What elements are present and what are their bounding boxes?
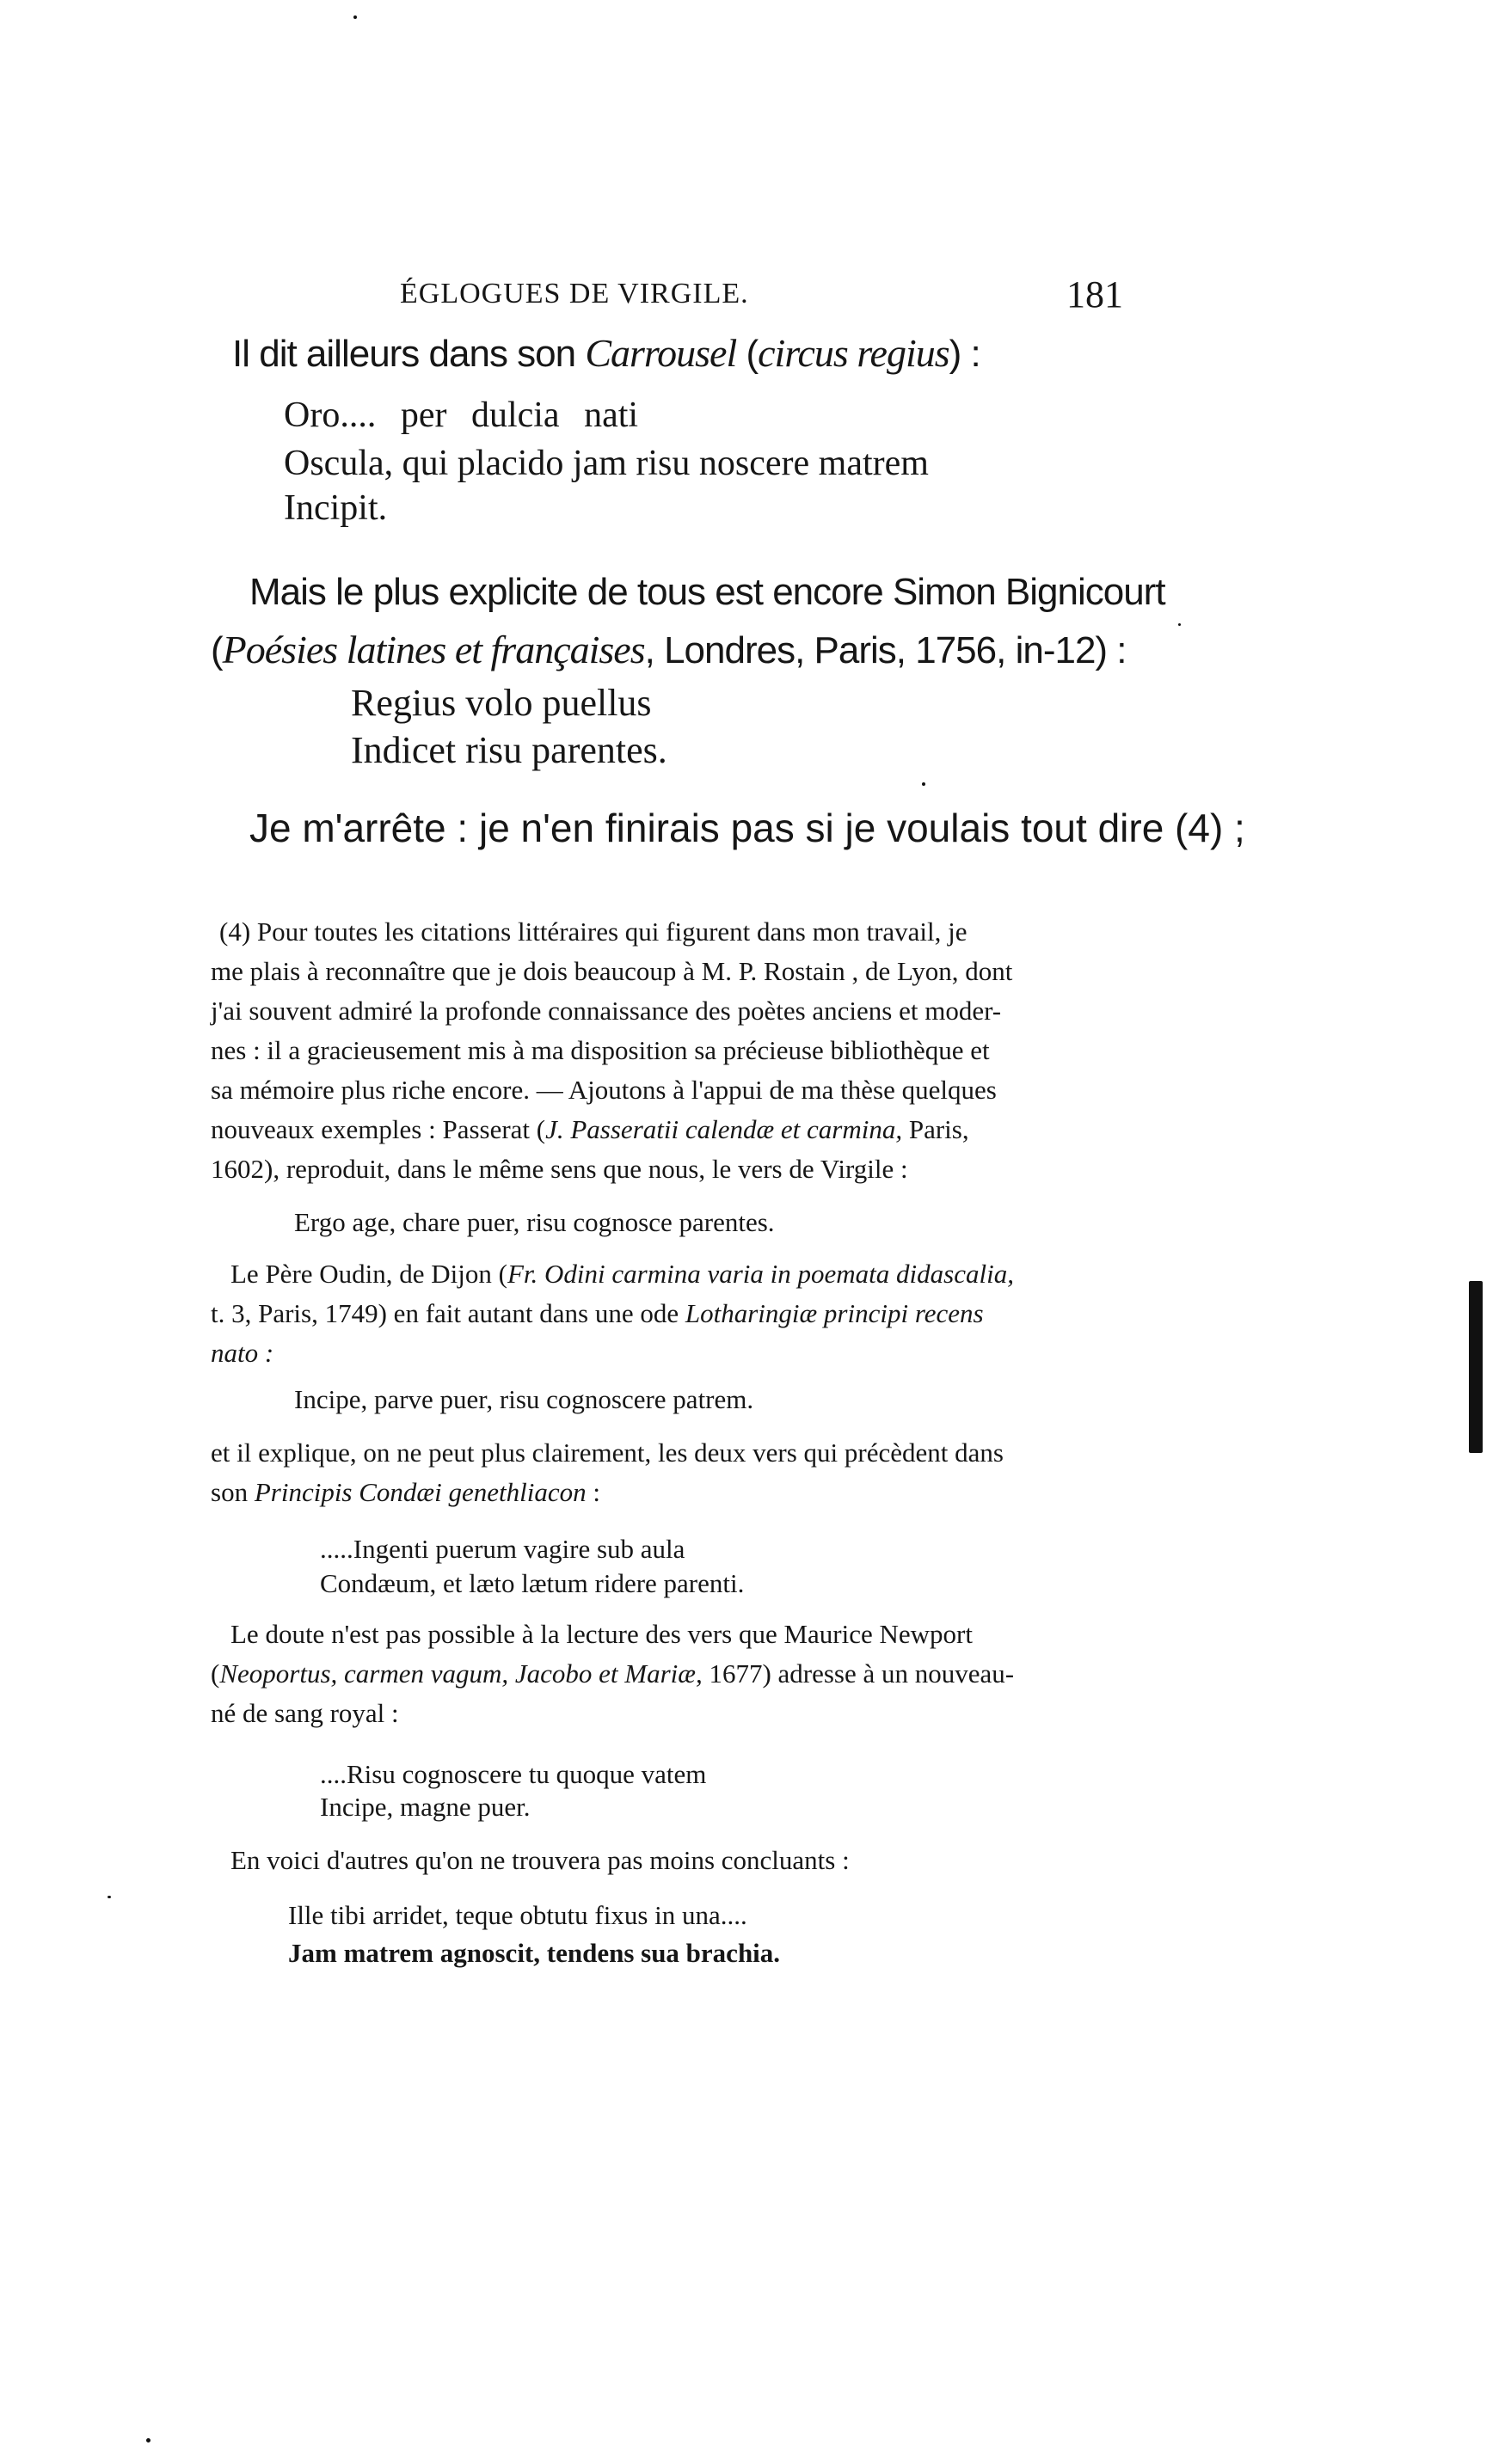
footnote-line: nes : il a gracieusement mis à ma disposition sa précieuse bibliothèque et xyxy=(211,1035,990,1065)
footnote-line: En voici d'autres qu'on ne trouvera pas moins concluants : xyxy=(230,1845,850,1875)
footnote-line: (Neoportus, carmen vagum, Jacobo et Mariæ, 1677) adresse à un nouveau- xyxy=(211,1658,1015,1689)
verse-line: Ergo age, chare puer, risu cognosce parentes. xyxy=(294,1207,775,1237)
scan-speck xyxy=(353,15,357,19)
body-line: (Poésies latines et françaises, Londres, Paris, 1756, in-12) : xyxy=(211,628,1127,671)
footnote-line: 1602), reproduit, dans le même sens que nous, le vers de Virgile : xyxy=(211,1154,908,1184)
verse-line: Ille tibi arridet, teque obtutu fixus in una.... xyxy=(288,1900,747,1930)
verse-line: Jam matrem agnoscit, tendens sua brachia. xyxy=(288,1938,781,1968)
footnote-line: me plais à reconnaître que je dois beaucoup à M. P. Rostain , de Lyon, dont xyxy=(211,956,1013,986)
scan-speck xyxy=(108,1896,111,1898)
verse-line: Regius volo puellus xyxy=(351,682,652,724)
footnote-line: j'ai souvent admiré la profonde connaissance des poètes anciens et moder- xyxy=(211,996,1002,1026)
footnote-line: né de sang royal : xyxy=(211,1698,399,1728)
verse-line: Incipit. xyxy=(284,488,388,528)
body-line: Je m'arrête : je n'en finirais pas si je voulais tout dire (4) ; xyxy=(249,806,1245,850)
scan-margin-bar xyxy=(1469,1281,1483,1453)
scan-speck xyxy=(146,2438,150,2443)
scan-speck xyxy=(1178,623,1181,626)
verse-line: Indicet risu parentes. xyxy=(351,729,667,771)
footnote-line: t. 3, Paris, 1749) en fait autant dans une ode Lotharingiæ principi recens xyxy=(211,1298,984,1328)
footnote-line: et il explique, on ne peut plus clairement, les deux vers qui précèdent dans xyxy=(211,1437,1004,1468)
verse-line: .....Ingenti puerum vagire sub aula xyxy=(320,1534,685,1564)
body-line: Il dit ailleurs dans son Carrousel (circus regius) : xyxy=(232,331,980,375)
body-line: Mais le plus explicite de tous est encore Simon Bignicourt xyxy=(249,571,1165,613)
footnote-line: Le Père Oudin, de Dijon (Fr. Odini carmina varia in poemata didascalia, xyxy=(230,1259,1014,1289)
verse-line: ....Risu cognoscere tu quoque vatem xyxy=(320,1759,707,1789)
verse-line: Oro.... per dulcia nati xyxy=(284,395,639,435)
scan-speck xyxy=(922,782,925,786)
page-number: 181 xyxy=(1066,273,1123,316)
verse-line: Incipe, magne puer. xyxy=(320,1792,531,1822)
verse-line: Oscula, qui placido jam risu noscere matrem xyxy=(284,444,929,483)
footnote-line: Le doute n'est pas possible à la lecture des vers que Maurice Newport xyxy=(230,1619,973,1649)
footnote-line: (4) Pour toutes les citations littéraires qui figurent dans mon travail, je xyxy=(219,916,968,947)
verse-line: Incipe, parve puer, risu cognoscere patrem. xyxy=(294,1384,754,1414)
footnote-line: nouveaux exemples : Passerat (J. Passeratii calendæ et carmina, Paris, xyxy=(211,1114,969,1144)
footnote-line: son Principis Condæi genethliacon : xyxy=(211,1477,600,1507)
footnote-line: nato : xyxy=(211,1338,274,1368)
footnote-line: sa mémoire plus riche encore. — Ajoutons à l'appui de ma thèse quelques xyxy=(211,1075,997,1105)
verse-line: Condæum, et læto lætum ridere parenti. xyxy=(320,1568,745,1598)
running-title: ÉGLOGUES DE VIRGILE. xyxy=(400,278,749,310)
